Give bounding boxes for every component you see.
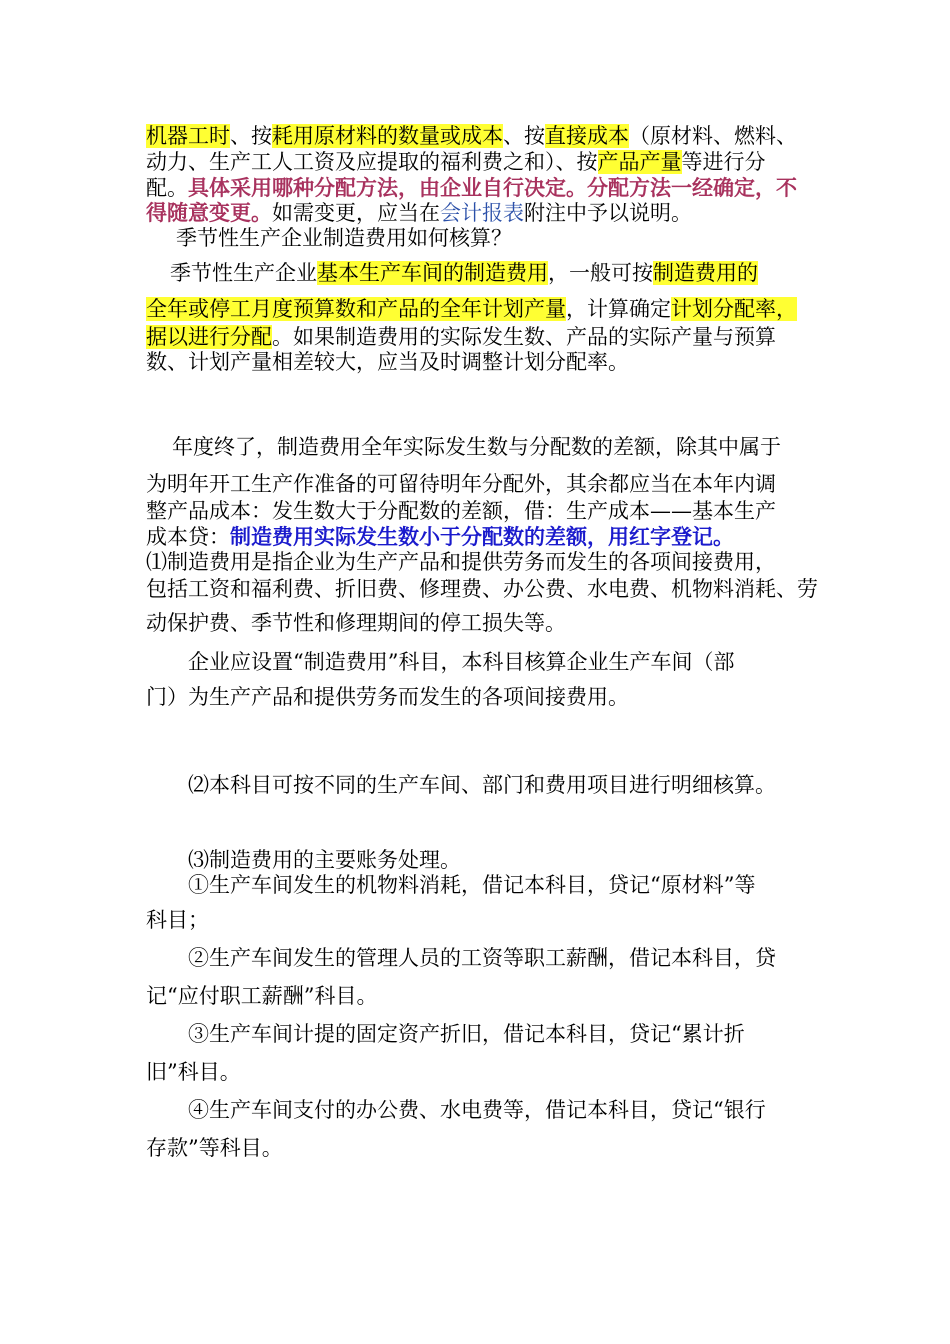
sub-item-2-line1: ②生产车间发生的管理人员的工资等职工薪酬，借记本科目，贷 bbox=[188, 946, 776, 970]
emphasis-text: 具体采用哪种分配方法，由企业自行决定。分配方法一经确定，不 bbox=[188, 175, 797, 200]
para3-line7: 动保护费、季节性和修理期间的停工损失等。 bbox=[146, 611, 566, 635]
highlight-text: 直接成本 bbox=[545, 124, 629, 148]
highlight-text: 计划分配率， bbox=[671, 297, 797, 321]
sub-item-3-line2: 旧”科目。 bbox=[146, 1060, 241, 1084]
text: 成本贷： bbox=[146, 525, 230, 549]
sub-item-3-line1: ③生产车间计提的固定资产折旧，借记本科目，贷记“累计折 bbox=[188, 1022, 745, 1046]
para2-line2 bbox=[146, 294, 797, 324]
highlight-text: 据以进行分配 bbox=[146, 325, 272, 349]
text: 、按 bbox=[230, 124, 272, 148]
text: 。如果制造费用的实际发生数、产品的实际产量与预算 bbox=[272, 325, 776, 349]
text: 附注中予以说明。 bbox=[524, 201, 692, 225]
accounting-report-link[interactable]: 会计报表 bbox=[440, 201, 524, 225]
text: ，一般可按 bbox=[548, 261, 653, 285]
text: ，计算确定 bbox=[566, 297, 671, 321]
sub-item-4-line2: 存款”等科目。 bbox=[146, 1136, 283, 1160]
text: 动力、生产工人工资及应提取的福利费之和）、按 bbox=[146, 150, 598, 174]
highlight-text: 机器工时 bbox=[146, 124, 230, 148]
sub-item-1-line1: ①生产车间发生的机物料消耗，借记本科目，贷记“原材料”等 bbox=[188, 873, 756, 897]
emphasis-text: 制造费用实际发生数小于分配数的差额，用红字登记。 bbox=[230, 524, 734, 549]
highlight-text: 全年或停工月度预算数和产品的全年计划产量 bbox=[146, 297, 566, 321]
sub-item-1-line2: 科目； bbox=[146, 908, 209, 932]
highlight-text: 基本生产车间的制造费用 bbox=[317, 261, 548, 285]
para3-line5: ⑴制造费用是指企业为生产产品和提供劳务而发生的各项间接费用， bbox=[146, 550, 776, 574]
item-3: ⑶制造费用的主要账务处理。 bbox=[188, 848, 461, 872]
para4-line1: 企业应设置“制造费用”科目，本科目核算企业生产车间（部 bbox=[188, 650, 735, 674]
text: （原材料、燃料、 bbox=[629, 124, 797, 148]
text: 配。 bbox=[146, 176, 188, 200]
highlight-text: 耗用原材料的数量或成本 bbox=[272, 124, 503, 148]
highlight-text: 制造费用的 bbox=[653, 261, 758, 285]
item-2: ⑵本科目可按不同的生产车间、部门和费用项目进行明细核算。 bbox=[188, 773, 776, 797]
para3-line2: 为明年开工生产作准备的可留待明年分配外，其余都应当在本年内调 bbox=[146, 472, 776, 496]
sub-item-4-line1: ④生产车间支付的办公费、水电费等，借记本科目，贷记“银行 bbox=[188, 1098, 766, 1122]
sub-item-2-line2: 记“应付职工薪酬”科目。 bbox=[146, 984, 378, 1008]
para3-line1: 年度终了，制造费用全年实际发生数与分配数的差额，除其中属于 bbox=[172, 435, 781, 459]
emphasis-text: 得随意变更。 bbox=[146, 200, 272, 225]
para2-line1 bbox=[170, 258, 758, 288]
text: 等进行分 bbox=[681, 150, 766, 174]
text: 季节性生产企业 bbox=[170, 261, 317, 285]
para3-line6: 包括工资和福利费、折旧费、修理费、办公费、水电费、机物料消耗、劳 bbox=[146, 577, 818, 601]
para3-line3: 整产品成本：发生数大于分配数的差额，借：生产成本——基本生产 bbox=[146, 499, 776, 523]
text: 如需变更，应当在 bbox=[272, 201, 440, 225]
para2-line4: 数、计划产量相差较大，应当及时调整计划分配率。 bbox=[146, 350, 629, 374]
highlight-text: 产品产量 bbox=[597, 150, 682, 174]
question-heading: 季节性生产企业制造费用如何核算？ bbox=[176, 226, 512, 250]
para4-line2: 门）为生产产品和提供劳务而发生的各项间接费用。 bbox=[146, 685, 629, 709]
text: 、按 bbox=[503, 124, 545, 148]
